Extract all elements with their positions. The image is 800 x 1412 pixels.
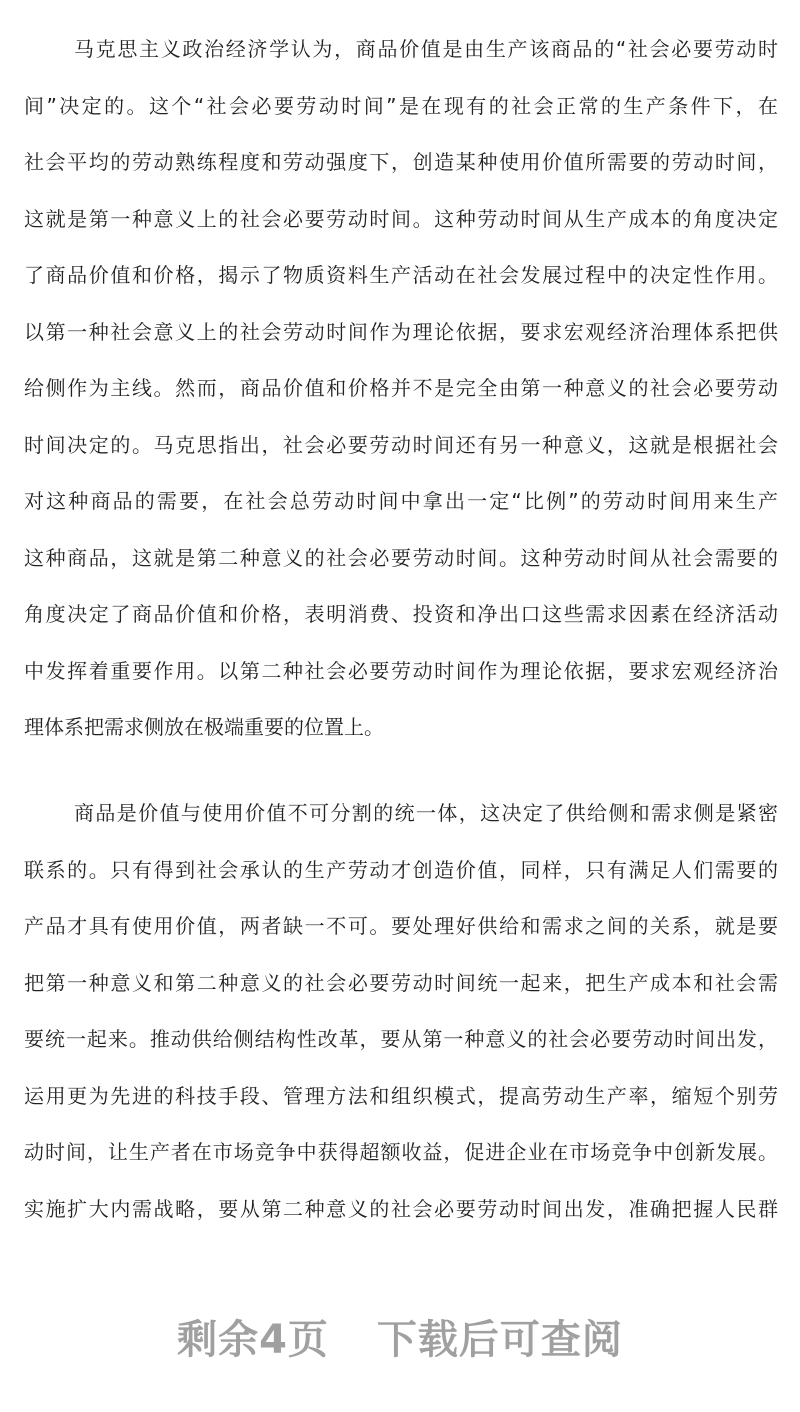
text-line: 动时间，让生产者在市场竞争中获得超额收益，促进企业在市场竞争中创新发展。 [24,1140,778,1164]
text-line: 间”决定的。这个“社会必要劳动时间”是在现有的社会正常的生产条件下，在 [24,93,778,118]
text-line: 这种商品，这就是第二种意义的社会必要劳动时间。这种劳动时间从社会需要的 [24,545,778,570]
text-line: 联系的。只有得到社会承认的生产劳动才创造价值，同样，只有满足人们需要的 [24,857,778,882]
text-line: 给侧作为主线。然而，商品价值和价格并不是完全由第一种意义的社会必要劳动 [24,376,778,400]
text-line: 中发挥着重要作用。以第二种社会必要劳动时间作为理论依据，要求宏观经济治 [24,658,778,683]
text-line: 这就是第一种意义上的社会必要劳动时间。这种劳动时间从生产成本的角度决定 [24,206,778,231]
text-line: 要统一起来。推动供给侧结构性改革，要从第一种意义的社会必要劳动时间出发， [24,1027,778,1051]
text-line: 角度决定了商品价值和价格，表明消费、投资和净出口这些需求因素在经济活动 [24,602,778,626]
text-line: 社会平均的劳动熟练程度和劳动强度下，创造某种使用价值所需要的劳动时间， [24,150,778,174]
text-line: 以第一种社会意义上的社会劳动时间作为理论依据，要求宏观经济治理体系把供 [24,319,778,344]
text-line: 对这种商品的需要，在社会总劳动时间中拿出一定“比例”的劳动时间用来生产 [24,489,778,513]
text-line: 时间决定的。马克思指出，社会必要劳动时间还有另一种意义，这就是根据社会 [24,432,778,457]
text-line: 产品才具有使用价值，两者缺一不可。要处理好供给和需求之间的关系，就是要 [24,914,778,938]
text-line: 了商品价值和价格，揭示了物质资料生产活动在社会发展过程中的决定性作用。 [24,263,778,287]
remaining-pages-label: 剩余4页 [177,1317,329,1363]
text-line: 把第一种意义和第二种意义的社会必要劳动时间统一起来，把生产成本和社会需 [24,970,778,995]
text-line: 实施扩大内需战略，要从第二种意义的社会必要劳动时间出发，准确把握人民群 [24,1196,778,1221]
text-line: 马克思主义政治经济学认为，商品价值是由生产该商品的“社会必要劳动时 [74,37,778,61]
text-line: 运用更为先进的科技手段、管理方法和组织模式，提高劳动生产率，缩短个别劳 [24,1083,778,1108]
download-prompt[interactable] [0,1308,800,1365]
text-line: 商品是价值与使用价值不可分割的统一体，这决定了供给侧和需求侧是紧密 [74,801,778,825]
download-to-view-label: 下载后可查阅 [376,1317,623,1363]
text-line: 理体系把需求侧放在极端重要的位置上。 [24,715,384,739]
